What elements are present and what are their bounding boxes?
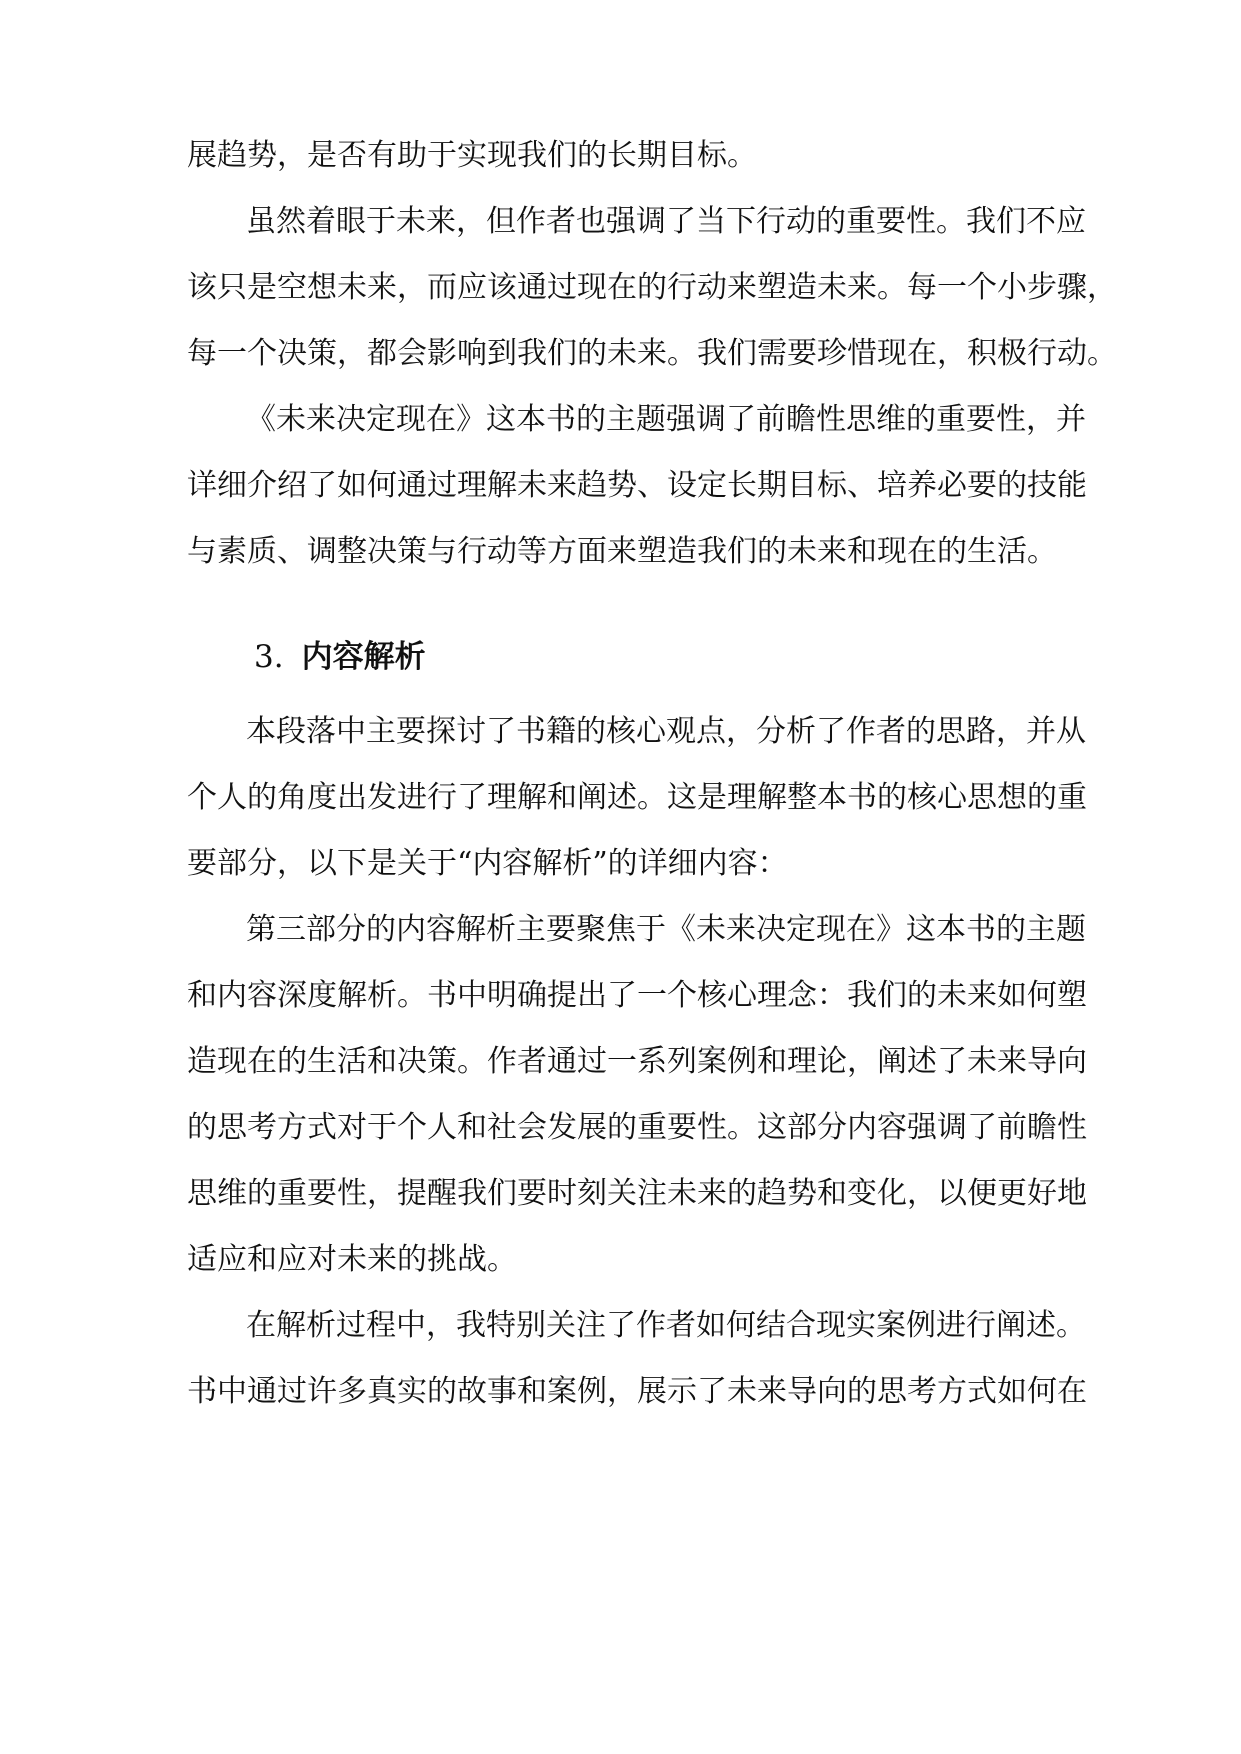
paragraph-line: 该只是空想未来，而应该通过现在的行动来塑造未来。每一个小步骤， xyxy=(187,270,1117,305)
paragraph-line: 思维的重要性，提醒我们要时刻关注未来的趋势和变化，以便更好地 xyxy=(187,1176,1087,1211)
section-title: 内容解析 xyxy=(301,639,426,675)
paragraph-line: 在解析过程中，我特别关注了作者如何结合现实案例进行阐述。 xyxy=(246,1308,1086,1343)
paragraph-line: 适应和应对未来的挑战。 xyxy=(187,1242,517,1277)
paragraph-line: 详细介绍了如何通过理解未来趋势、设定长期目标、培养必要的技能 xyxy=(187,468,1087,503)
paragraph-line: 个人的角度出发进行了理解和阐述。这是理解整本书的核心思想的重 xyxy=(187,780,1087,815)
paragraph-line: 要部分，以下是关于“内容解析”的详细内容： xyxy=(187,846,788,881)
paragraph-line: 《未来决定现在》这本书的主题强调了前瞻性思维的重要性，并 xyxy=(246,402,1086,437)
section-heading xyxy=(254,637,426,677)
paragraph-line: 展趋势，是否有助于实现我们的长期目标。 xyxy=(187,138,757,173)
paragraph-line: 与素质、调整决策与行动等方面来塑造我们的未来和现在的生活。 xyxy=(187,534,1057,569)
paragraph-line: 和内容深度解析。书中明确提出了一个核心理念：我们的未来如何塑 xyxy=(187,978,1087,1013)
paragraph-line: 虽然着眼于未来，但作者也强调了当下行动的重要性。我们不应 xyxy=(246,204,1086,239)
paragraph-line: 每一个决策，都会影响到我们的未来。我们需要珍惜现在，积极行动。 xyxy=(187,336,1117,371)
paragraph-line: 的思考方式对于个人和社会发展的重要性。这部分内容强调了前瞻性 xyxy=(187,1110,1087,1145)
paragraph-line: 造现在的生活和决策。作者通过一系列案例和理论，阐述了未来导向 xyxy=(187,1044,1087,1079)
paragraph-line: 第三部分的内容解析主要聚焦于《未来决定现在》这本书的主题 xyxy=(246,912,1086,947)
paragraph-line: 本段落中主要探讨了书籍的核心观点，分析了作者的思路，并从 xyxy=(246,714,1086,749)
section-number: 3. xyxy=(254,639,284,675)
paragraph-line: 书中通过许多真实的故事和案例，展示了未来导向的思考方式如何在 xyxy=(187,1374,1087,1409)
